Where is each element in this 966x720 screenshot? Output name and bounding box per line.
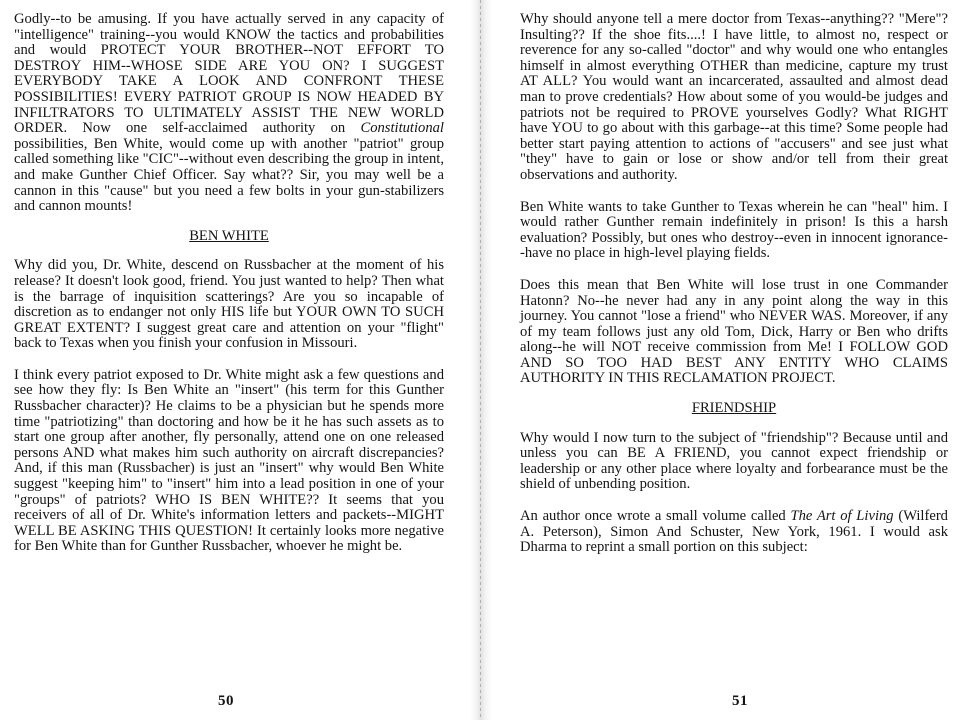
page-number-right: 51 [732,693,748,709]
book-title-italic: The Art of Living [790,508,894,525]
left-paragraph-1-italic: Constitutional [360,120,444,137]
right-paragraph-3: Does this mean that Ben White will lose trust in one Commander Hatonn? No--he never had any in any point along the way in this journey. You cannot "lose a friend" who NEVER WAS. Moreover, if any of my team follows just any old Tom, Dick, Harry or Ben who drifts along--he will NOT receive commission from Me! I FOLLOW GOD AND SO TOO HAD BEST ANY ENTITY WHO CLAIMS AUTHORITY IN THIS RECLAMATION PROJECT. [520,276,948,387]
right-paragraph-4: Why would I now turn to the subject of "friendship"? Because until and unless you can BE A FRIEND, you cannot expect friendship or leadership or any other place where loyalty and forbearance must be the shield of unbending position. [520,429,948,493]
left-paragraph-2: Why did you, Dr. White, descend on Russbacher at the moment of his release? It doesn't look good, friend. You just wanted to help? Then what is the barrage of inquisition scatterings? Are you so incapable of discretion as to endanger not only HIS life but YOUR OWN TO SUCH GREAT EXTENT? I suggest great care and attention on your "flight" back to Texas when you finish your confusion in Missouri. [14,257,444,352]
left-page [0,0,470,720]
gutter-binding-line [480,0,481,720]
page-number-left: 50 [218,693,234,709]
right-paragraph-5 [520,509,948,556]
left-paragraph-1 [14,12,444,215]
left-paragraph-1-text: Godly--to be amusing. If you have actually served in any capacity of "intelligence" training--you would KNOW the tactics and probabilities and would PROTECT YOUR BROTHER--NOT EFFORT TO DESTROY HIM--WHOSE SIDE ARE YOU ON? I SUGGEST EVERYBODY TAKE A LOOK AND CONFRONT THESE POSSIBILITIES! EVERY PATRIOT GROUP IS NOW HEADED BY INFILTRATORS TO ULTIMATELY ASSIST THE NEW WORLD ORDER. Now one self-acclaimed authority on [14,11,444,137]
left-paragraph-1-end: possibilities, Ben White, would come up with another "patriot" group called something like "CIC"--without even describing the group in intent, and make Gunther Chief Officer. Say what?? Sir, you may well be a cannon in this "cause" but you need a few bolts in your gun-stabilizers and cannon mounts! [14,135,444,215]
section-heading-friendship: FRIENDSHIP [691,400,777,417]
right-page [492,0,966,720]
book-gutter [470,0,492,720]
right-paragraph-1: Why should anyone tell a mere doctor from Texas--anything?? "Mere"? Insulting?? If the shoe fits....! I have little, to almost no, respect or reverence for any so-called "doctor" and why would one who entangles himself in almost everything OTHER than medicine, capture my trust AT ALL? You would want an incarcerated, assaulted and almost dead man to prove credentials? How about some of you would-be judges and patriots not be required to PROVE yourselves Godly? What RIGHT have YOU to go about with this garbage--at this time? Some people had better start paying attention to actions of "accusers" and see just what "they" have to gain or lose or show and/or tell from their great observations and authority. [520,11,948,183]
left-paragraph-3: I think every patriot exposed to Dr. White might ask a few questions and see how they fly: Is Ben White an "insert" (his term for this Gunther Russbacher character)? He claims to be a physician but he spends more time "patriotizing" than doctoring and how be it he has such assets as to start one group after another, fly personally, attend one on one released persons AND what makes him such authority on aircraft discrepancies? And, if this man (Russbacher) is just an "insert" why would Ben White suggest "keeping him" to "insert" him into a lead position in one of your "groups" of patriots? WHO IS BEN WHITE?? It seems that you receivers of all of Dr. White's information letters and packets--MIGHT WELL BE ASKING THIS QUESTION! It certainly looks more negative for Ben White than for Gunther Russbacher, whoever he might be. [14,366,444,555]
right-text-column [520,12,948,556]
section-heading-ben-white: BEN WHITE [189,227,269,244]
left-text-column [14,12,444,555]
right-paragraph-5-end: (Wilferd A. Peterson), Simon And Schuster, New York, 1961. I would ask Dharma to reprint a small portion on this subject: [520,508,948,556]
right-paragraph-2: Ben White wants to take Gunther to Texas wherein he can "heal" him. I would rather Gunther remain indefinitely in prison! Is this a harsh evaluation? Possibly, but ones who destroy--even in innocent ignorance--have no place in high-level playing fields. [520,198,948,262]
right-paragraph-5-start: An author once wrote a small volume called [520,508,786,525]
